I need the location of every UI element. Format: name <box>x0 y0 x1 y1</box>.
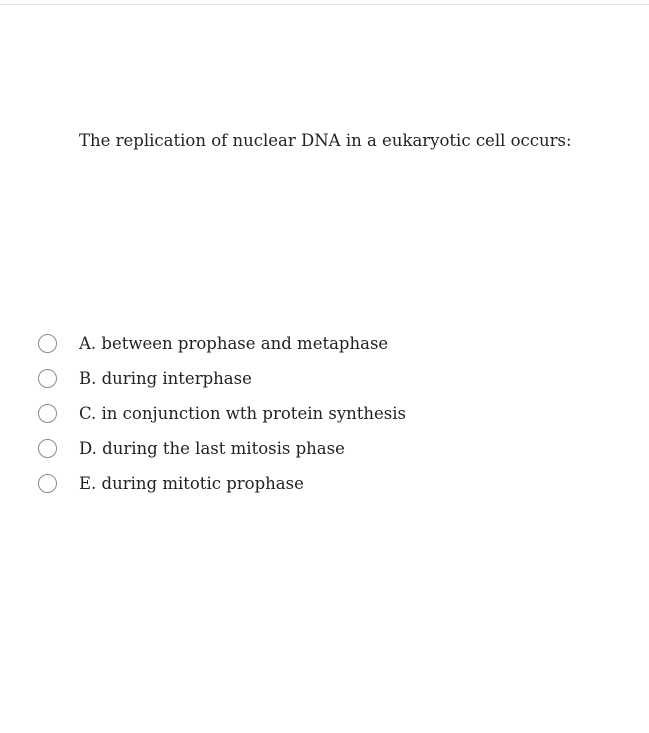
radio-button-c[interactable] <box>38 404 57 423</box>
question-text: The replication of nuclear DNA in a eukaryotic cell occurs: <box>79 131 572 150</box>
answer-option-label: C. in conjunction wth protein synthesis <box>79 403 407 423</box>
top-divider <box>0 4 649 5</box>
radio-button-a[interactable] <box>38 334 57 353</box>
answer-options-list <box>38 326 406 501</box>
answer-option-e[interactable] <box>38 466 406 501</box>
answer-option-label: A. between prophase and metaphase <box>79 333 389 353</box>
radio-button-b[interactable] <box>38 369 57 388</box>
answer-option-d[interactable] <box>38 431 406 466</box>
answer-option-a[interactable] <box>38 326 406 361</box>
answer-option-label: B. during interphase <box>79 368 252 388</box>
answer-option-b[interactable] <box>38 361 406 396</box>
radio-button-d[interactable] <box>38 439 57 458</box>
radio-button-e[interactable] <box>38 474 57 493</box>
answer-option-c[interactable] <box>38 396 406 431</box>
answer-option-label: D. during the last mitosis phase <box>79 438 345 458</box>
answer-option-label: E. during mitotic prophase <box>79 473 304 493</box>
